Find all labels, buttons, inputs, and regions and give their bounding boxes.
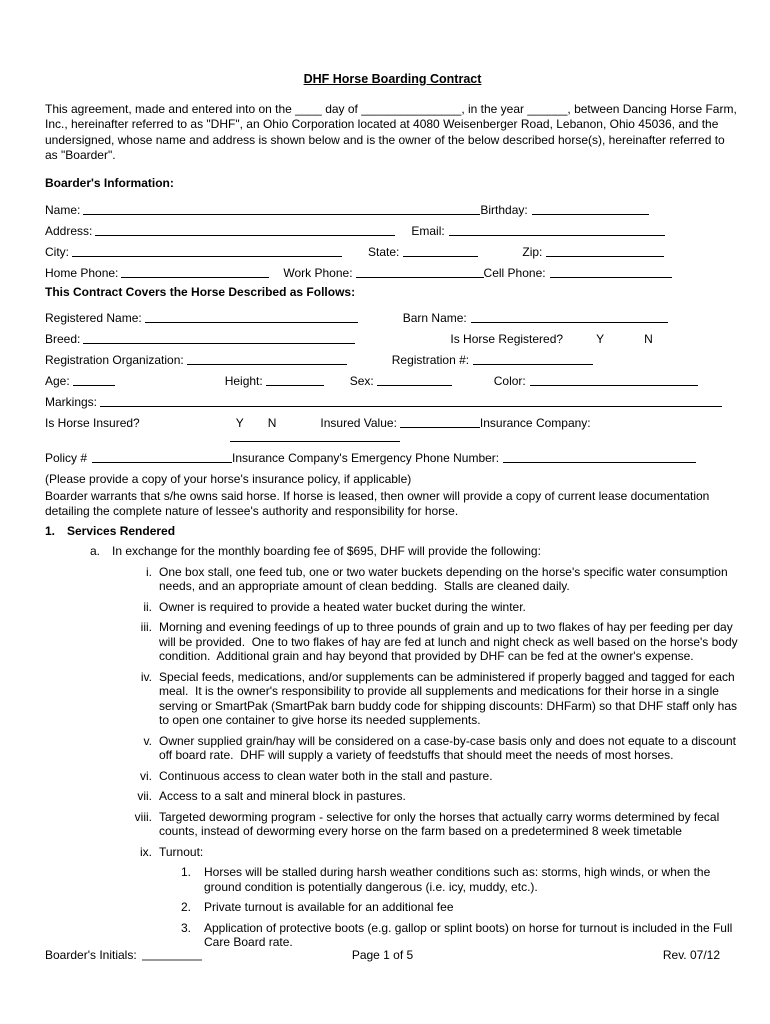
registration-org-row — [45, 347, 740, 368]
policy-label: Policy # — [45, 450, 88, 465]
birthday-field-blank[interactable] — [532, 214, 649, 215]
markings-row — [45, 389, 740, 410]
address-field-blank[interactable] — [95, 235, 395, 236]
initials-field-blank[interactable] — [142, 959, 202, 961]
emergency-phone-field-blank[interactable] — [503, 462, 696, 463]
item-vi-text: Continuous access to clean water both in the stall and pasture. — [159, 768, 493, 783]
state-field-blank[interactable] — [403, 256, 478, 257]
item-viii-text: Targeted deworming program - selective for only the horses that actually carry worms determined by fecal counts, instead of deworming every horse on the farm based on a predetermined 8 week timetable — [159, 809, 723, 838]
list-item-viii — [45, 810, 740, 839]
item-v-marker: v. — [143, 733, 152, 748]
item-viii-marker: viii. — [134, 809, 152, 824]
item-i-text: One box stall, one feed tub, one or two water buckets depending on the horse's specific water consumption needs, and an appropriate amount of clean bedding. Stalls are cleaned daily. — [159, 564, 731, 593]
email-field-blank[interactable] — [449, 235, 665, 236]
page-footer — [0, 948, 770, 963]
turnout-item-2 — [45, 900, 740, 915]
turnout-item-1 — [45, 865, 740, 894]
item-iv-text: Special feeds, medications, and/or supplements can be administered if properly bagged and tagged for each meal. It is the owner's responsibility to provide all supplements and medications for their horse in a single serving or SmartPak (SmartPak barn buddy code for shipping discounts: DHFarm) so that DHF staff only has to open one container to give horse its needed supplements. — [159, 669, 741, 727]
address-label: Address: — [45, 223, 93, 238]
email-label: Email: — [411, 223, 445, 238]
list-item-ii — [45, 600, 740, 615]
item-iii-marker: iii. — [140, 620, 152, 634]
revision-label: Rev. 07/12 — [662, 948, 721, 962]
cell-phone-label: Cell Phone: — [483, 265, 546, 280]
insured-value-field-blank[interactable] — [400, 427, 480, 428]
list-item-iii — [45, 620, 740, 664]
age-field-blank[interactable] — [73, 385, 115, 386]
item-vii-marker: vii. — [137, 789, 152, 803]
registration-num-field-blank[interactable] — [473, 364, 593, 365]
name-field-blank[interactable] — [83, 214, 480, 215]
intro-paragraph: This agreement, made and entered into on the ____ day of _______________, in the year ______, between Dancing Horse Farm, Inc., hereinafter referred to as "DHF", an Ohio Corporation located at 4080 Weisenberger Road, Lebanon, Ohio 45036, and the undersigned, whose name and address is shown below and is the owner of the below described horse(s), hereinafter referred to as "Boarder". — [45, 101, 741, 162]
contract-title: DHF Horse Boarding Contract — [303, 72, 482, 86]
insurance-company-continuation-row — [45, 431, 740, 445]
registration-org-field-blank[interactable] — [187, 364, 347, 365]
horse-info-heading: This Contract Covers the Horse Described as Follows: — [45, 284, 356, 299]
turnout-1-text: Horses will be stalled during harsh weather conditions such as: storms, high winds, or when the ground condition is potentially dangerous (i.e. icy, muddy, etc.). — [204, 865, 714, 894]
state-label: State: — [368, 244, 400, 259]
markings-label: Markings: — [45, 394, 98, 409]
footer-initials — [45, 948, 352, 963]
city-row — [45, 239, 740, 260]
list-item-iv — [45, 670, 740, 728]
services-list — [45, 524, 740, 950]
boarder-info-heading: Boarder's Information: — [45, 175, 174, 190]
turnout-2-marker: 2. — [181, 900, 192, 914]
city-label: City: — [45, 244, 69, 259]
work-phone-label: Work Phone: — [283, 265, 353, 280]
registered-name-field-blank[interactable] — [145, 322, 358, 323]
phones-row — [45, 260, 740, 281]
page-number: Page 1 of 5 — [351, 948, 414, 962]
services-heading-row — [45, 524, 740, 539]
item-i-marker: i. — [146, 564, 152, 579]
turnout-2-text: Private turnout is available for an additional fee — [204, 900, 454, 914]
insurance-company-field-blank[interactable] — [230, 441, 400, 442]
insured-yes-option[interactable]: Y — [235, 415, 244, 430]
insurance-company-label: Insurance Company: — [479, 415, 591, 430]
item-ix-marker: ix. — [140, 844, 152, 859]
services-number: 1. — [45, 523, 56, 538]
is-insured-label: Is Horse Insured? — [45, 415, 140, 430]
item-ii-marker: ii. — [143, 599, 152, 614]
markings-field-blank[interactable] — [100, 406, 722, 407]
item-ii-text: Owner is required to provide a heated water bucket during the winter. — [159, 599, 526, 614]
list-item-vi — [45, 769, 740, 784]
birthday-label: Birthday: — [480, 202, 528, 217]
turnout-item-3 — [45, 921, 740, 950]
item-iv-marker: iv. — [140, 669, 152, 684]
home-phone-field-blank[interactable] — [121, 277, 269, 278]
item-iii-text: Morning and evening feedings of up to three pounds of grain and up to two flakes of hay per feeding per day will be provided. One to two flakes of hay are fed at lunch and night check as well based on the horse's body condition. Additional grain and hay beyond that provided by DHF can be fed at the owner's expense. — [159, 620, 741, 663]
sex-field-blank[interactable] — [377, 385, 452, 386]
registered-name-row — [45, 305, 740, 326]
list-item-v — [45, 734, 740, 763]
turnout-3-text: Application of protective boots (e.g. gallop or splint boots) on horse for turnout is included in the Full Care Board rate. — [204, 920, 736, 949]
initials-label: Boarder's Initials: — [45, 948, 137, 962]
height-field-blank[interactable] — [266, 385, 324, 386]
sex-label: Sex: — [349, 373, 374, 388]
home-phone-label: Home Phone: — [45, 265, 119, 280]
insurance-note-row — [45, 466, 740, 487]
turnout-3-marker: 3. — [181, 920, 192, 935]
insurance-note: (Please provide a copy of your horse's insurance policy, if applicable) — [45, 471, 412, 486]
barn-name-label: Barn Name: — [402, 310, 467, 325]
registration-org-label: Registration Organization: — [45, 352, 184, 367]
warranty-paragraph: Boarder warrants that s/he owns said horse. If horse is leased, then owner will provide a copy of current lease documentation detailing the complete nature of lessee's authority and responsibility for horse. — [45, 488, 713, 518]
address-row — [45, 218, 740, 239]
insured-row — [45, 410, 740, 431]
list-item-i — [45, 565, 740, 594]
registration-num-label: Registration #: — [391, 352, 470, 367]
barn-name-field-blank[interactable] — [471, 322, 668, 323]
policy-field-blank[interactable] — [92, 462, 232, 463]
item-a-marker: a. — [90, 543, 101, 558]
breed-row — [45, 326, 740, 347]
list-item-ix — [45, 845, 740, 860]
work-phone-field-blank[interactable] — [356, 277, 484, 278]
is-registered-label: Is Horse Registered? — [450, 331, 564, 346]
age-row — [45, 368, 740, 389]
services-heading: Services Rendered — [67, 523, 176, 538]
item-v-text: Owner supplied grain/hay will be considered on a case-by-case basis only and does not equate to a discount off board rate. DHF will supply a variety of feedstuffs that should meet the needs of most horses. — [159, 733, 740, 762]
policy-row — [45, 445, 740, 466]
item-ix-text: Turnout: — [159, 844, 204, 859]
emergency-phone-label: Insurance Company's Emergency Phone Number: — [232, 450, 500, 465]
name-label: Name: — [45, 202, 81, 217]
insured-value-label: Insured Value: — [320, 415, 397, 430]
color-field-blank[interactable] — [530, 385, 698, 386]
city-field-blank[interactable] — [72, 256, 342, 257]
insured-no-option[interactable]: N — [267, 415, 277, 430]
height-label: Height: — [224, 373, 263, 388]
cell-phone-field-blank[interactable] — [550, 277, 672, 278]
list-item-vii — [45, 789, 740, 804]
zip-label: Zip: — [522, 244, 543, 259]
zip-field-blank[interactable] — [546, 256, 664, 257]
color-label: Color: — [493, 373, 526, 388]
age-label: Age: — [45, 373, 70, 388]
item-vi-marker: vi. — [140, 768, 152, 783]
name-row — [45, 197, 740, 218]
item-vii-text: Access to a salt and mineral block in pastures. — [159, 789, 406, 803]
list-item-a — [45, 544, 740, 559]
item-a-text: In exchange for the monthly boarding fee of $695, DHF will provide the following: — [112, 543, 541, 558]
registered-no-option[interactable]: N — [644, 331, 653, 346]
registered-yes-option[interactable]: Y — [596, 331, 605, 346]
registered-name-label: Registered Name: — [45, 310, 142, 325]
turnout-1-marker: 1. — [181, 865, 192, 879]
breed-field-blank[interactable] — [83, 343, 355, 344]
breed-label: Breed: — [45, 331, 81, 346]
